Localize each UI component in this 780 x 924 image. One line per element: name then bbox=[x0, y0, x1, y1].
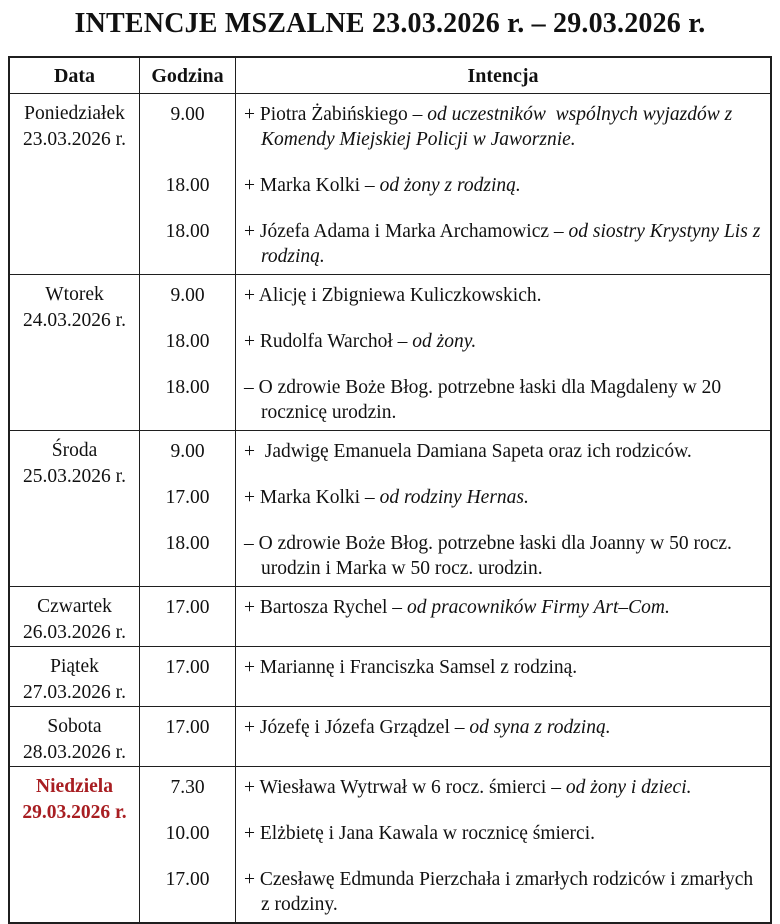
day-date: 26.03.2026 r. bbox=[23, 622, 126, 643]
intention-entry bbox=[140, 308, 770, 354]
intention-entry bbox=[140, 707, 770, 766]
intention-entry bbox=[140, 198, 770, 274]
intention-cell bbox=[236, 846, 770, 922]
intention-roman: + Marka Kolki – bbox=[244, 487, 380, 508]
intention-text bbox=[244, 102, 762, 152]
intention-cell bbox=[236, 308, 770, 354]
intention-cell bbox=[236, 767, 770, 800]
day-date: 28.03.2026 r. bbox=[23, 742, 126, 763]
intention-roman: + Rudolfa Warchoł – bbox=[244, 331, 413, 352]
intention-entry bbox=[140, 431, 770, 464]
table-row-saturday bbox=[10, 707, 770, 767]
day-name: Wtorek bbox=[45, 284, 104, 305]
intention-italic: od pracowników Firmy Art–Com. bbox=[406, 597, 670, 618]
day-name: Czwartek bbox=[37, 596, 112, 617]
time-cell: 18.00 bbox=[140, 510, 236, 586]
intention-cell bbox=[236, 647, 770, 706]
intention-cell bbox=[236, 94, 770, 152]
intention-text bbox=[244, 485, 762, 510]
time-cell: 17.00 bbox=[140, 846, 236, 922]
time-cell: 18.00 bbox=[140, 308, 236, 354]
day-name: Sobota bbox=[47, 716, 102, 737]
intention-text bbox=[244, 439, 762, 464]
time-cell: 9.00 bbox=[140, 431, 236, 464]
intention-roman: + Mariannę i Franciszka Samsel z rodziną. bbox=[244, 657, 578, 678]
intentions-list bbox=[140, 647, 770, 706]
intention-roman: + Józefa Adama i Marka Archamowicz – bbox=[244, 221, 569, 242]
day-date: 29.03.2026 r. bbox=[22, 802, 127, 823]
intention-italic: od uczestników wspólnych wyjazdów z Komendy Miejskiej Policji w Jaworznie. bbox=[261, 104, 738, 150]
intention-entry bbox=[140, 354, 770, 430]
intention-entry bbox=[140, 587, 770, 646]
intention-text bbox=[244, 283, 762, 308]
intention-roman: + Piotra Żabińskiego – bbox=[244, 104, 428, 125]
intention-italic: od żony. bbox=[412, 331, 477, 352]
time-cell: 17.00 bbox=[140, 707, 236, 766]
intention-text bbox=[244, 655, 762, 680]
intention-cell bbox=[236, 800, 770, 846]
day-name: Poniedziałek bbox=[24, 103, 125, 124]
intention-roman: + Bartosza Rychel – bbox=[244, 597, 407, 618]
intention-italic: od syna z rodziną. bbox=[469, 717, 611, 738]
intention-cell bbox=[236, 707, 770, 766]
day-name: Niedziela bbox=[36, 776, 113, 797]
day-name: Środa bbox=[51, 440, 98, 461]
intention-entry bbox=[140, 647, 770, 706]
table-row-friday bbox=[10, 647, 770, 707]
intentions-list bbox=[140, 707, 770, 766]
intention-text bbox=[244, 531, 762, 581]
intention-entry bbox=[140, 510, 770, 586]
date-cell bbox=[10, 647, 140, 706]
table-row-wednesday bbox=[10, 431, 770, 587]
header-intencja: Intencja bbox=[467, 65, 539, 87]
intentions-list bbox=[140, 767, 770, 922]
table-row-sunday bbox=[10, 767, 770, 922]
day-date: 25.03.2026 r. bbox=[23, 466, 126, 487]
day-date: 24.03.2026 r. bbox=[23, 310, 126, 331]
intention-text bbox=[244, 715, 762, 740]
intention-cell bbox=[236, 198, 770, 274]
date-cell bbox=[10, 275, 140, 430]
intention-roman: + Marka Kolki – bbox=[244, 175, 380, 196]
intention-text bbox=[244, 775, 762, 800]
intention-cell bbox=[236, 431, 770, 464]
date-cell bbox=[10, 767, 140, 922]
intention-cell bbox=[236, 587, 770, 646]
intention-roman: – O zdrowie Boże Błog. potrzebne łaski dla Magdaleny w 20 rocznicę urodzin. bbox=[244, 377, 726, 423]
intention-cell bbox=[236, 152, 770, 198]
header-data: Data bbox=[10, 58, 140, 93]
date-cell bbox=[10, 94, 140, 274]
intention-text bbox=[244, 375, 762, 425]
intention-italic: od rodziny Hernas. bbox=[379, 487, 529, 508]
date-cell bbox=[10, 707, 140, 766]
table-header bbox=[10, 58, 770, 94]
table-row-thursday bbox=[10, 587, 770, 647]
intention-cell bbox=[236, 275, 770, 308]
intention-cell bbox=[236, 510, 770, 586]
intention-text bbox=[244, 329, 762, 354]
intention-text bbox=[244, 173, 762, 198]
intentions-list bbox=[140, 94, 770, 274]
intention-entry bbox=[140, 152, 770, 198]
day-date: 23.03.2026 r. bbox=[23, 129, 126, 150]
time-cell: 9.00 bbox=[140, 275, 236, 308]
table-row-tuesday bbox=[10, 275, 770, 431]
time-cell: 17.00 bbox=[140, 587, 236, 646]
intention-text bbox=[244, 821, 762, 846]
intention-italic: od żony i dzieci. bbox=[565, 777, 692, 798]
time-cell: 18.00 bbox=[140, 198, 236, 274]
intention-roman: + Czesławę Edmunda Pierzchała i zmarłych rodziców i zmarłych z rodziny. bbox=[244, 869, 758, 915]
page-title: INTENCJE MSZALNE 23.03.2026 r. – 29.03.2026 r. bbox=[74, 8, 706, 39]
intention-entry bbox=[140, 94, 770, 152]
intention-text bbox=[244, 219, 766, 269]
intention-roman: + Elżbietę i Jana Kawala w rocznicę śmierci. bbox=[244, 823, 595, 844]
time-cell: 17.00 bbox=[140, 464, 236, 510]
intention-cell bbox=[236, 354, 770, 430]
intention-cell bbox=[236, 464, 770, 510]
time-cell: 18.00 bbox=[140, 354, 236, 430]
intention-roman: + Józefę i Józefa Grządzel – bbox=[244, 717, 470, 738]
intention-entry bbox=[140, 464, 770, 510]
time-cell: 7.30 bbox=[140, 767, 236, 800]
time-cell: 9.00 bbox=[140, 94, 236, 152]
time-cell: 17.00 bbox=[140, 647, 236, 706]
intention-roman: + Wiesława Wytrwał w 6 rocz. śmierci – bbox=[244, 777, 566, 798]
intention-text bbox=[244, 867, 762, 917]
intention-entry bbox=[140, 800, 770, 846]
intention-italic: od żony z rodziną. bbox=[379, 175, 521, 196]
intention-roman: + Alicję i Zbigniewa Kuliczkowskich. bbox=[244, 285, 542, 306]
date-cell bbox=[10, 587, 140, 646]
intention-roman: + Jadwigę Emanuela Damiana Sapeta oraz ich rodziców. bbox=[244, 441, 692, 462]
intentions-list bbox=[140, 275, 770, 430]
intention-entry bbox=[140, 275, 770, 308]
intention-italic: od siostry Krystyny Lis z rodziną. bbox=[261, 221, 766, 267]
intentions-list bbox=[140, 587, 770, 646]
day-name: Piątek bbox=[50, 656, 99, 677]
table-row-monday bbox=[10, 94, 770, 275]
time-cell: 18.00 bbox=[140, 152, 236, 198]
time-cell: 10.00 bbox=[140, 800, 236, 846]
date-cell bbox=[10, 431, 140, 586]
header-godzina: Godzina bbox=[140, 58, 236, 93]
intention-entry bbox=[140, 846, 770, 922]
intention-text bbox=[244, 595, 762, 620]
intentions-table bbox=[8, 56, 772, 924]
intentions-list bbox=[140, 431, 770, 586]
intention-roman: – O zdrowie Boże Błog. potrzebne łaski dla Joanny w 50 rocz. urodzin i Marka w 50 rocz. urodzin. bbox=[244, 533, 737, 579]
day-date: 27.03.2026 r. bbox=[23, 682, 126, 703]
intention-entry bbox=[140, 767, 770, 800]
